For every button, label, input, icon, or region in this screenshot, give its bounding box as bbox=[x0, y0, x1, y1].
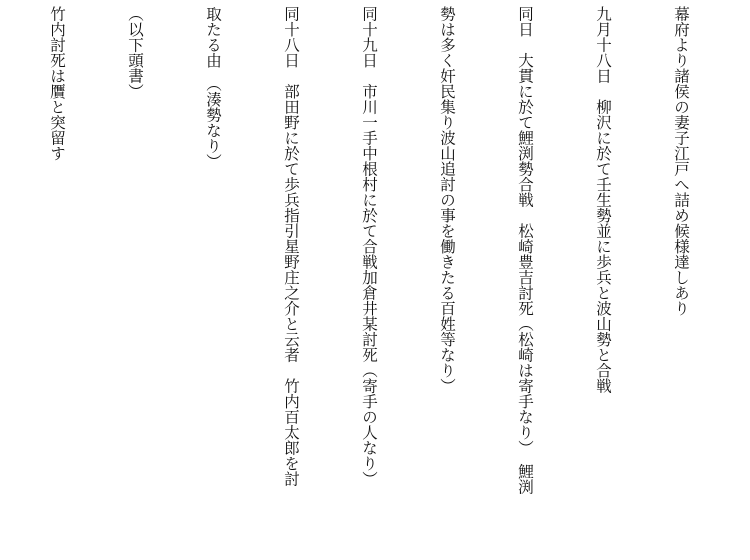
text-line: 取たる由 （湊勢なり） bbox=[204, 6, 222, 169]
text-line: 勢は多く奸民集り波山追討の事を働きたる百姓等なり） bbox=[438, 6, 456, 394]
vertical-text-body bbox=[4, 6, 746, 554]
text-line: 九月十八日 柳沢に於て壬生勢並に歩兵と波山勢と合戦 bbox=[594, 6, 612, 394]
headnote-text: 竹内討死は贋と突留す bbox=[48, 6, 66, 161]
text-line: 幕府より諸侯の妻子江戸へ詰め候様達しあり bbox=[672, 6, 690, 316]
headnote-marker: （以下頭書） bbox=[126, 6, 144, 99]
text-line: 同十九日 市川一手中根村に於て合戦加倉井某討死（寄手の人なり） bbox=[360, 6, 378, 487]
text-line: 同十八日 部田野に於て歩兵指引星野庄之介と云者 竹内百太郎を討 bbox=[282, 6, 300, 487]
text-line: 同日 大貫に於て鯉渕勢合戦 松崎豊吉討死（松崎は寄手なり） 鯉渕 bbox=[516, 6, 534, 495]
